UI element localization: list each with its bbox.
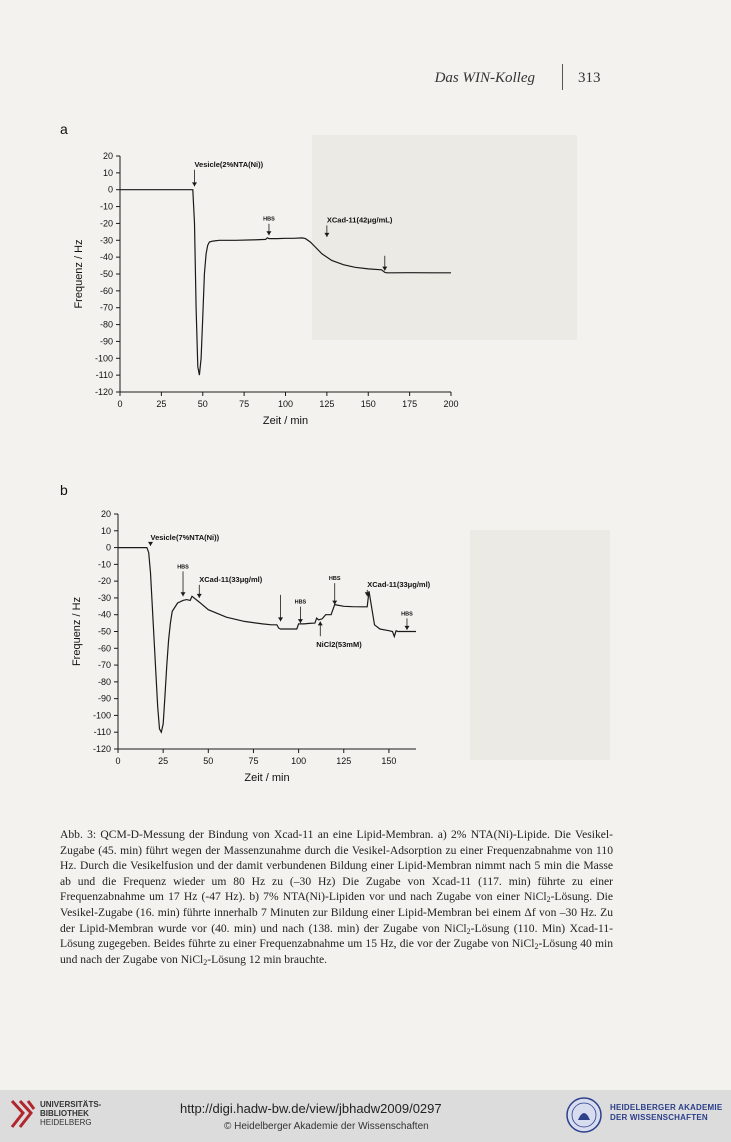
y-tick-label: 10	[102, 167, 113, 178]
x-tick-label: 100	[291, 756, 307, 766]
y-tick-label: -120	[94, 387, 113, 397]
annotation-label: NiCl2(53mM)	[316, 640, 362, 650]
annotation-arrowhead	[181, 592, 186, 596]
annotation-arrowhead	[332, 601, 337, 605]
x-tick-label: 50	[203, 756, 214, 766]
y-axis-label: Frequenz / Hz	[73, 239, 85, 309]
annotation-arrowhead	[148, 542, 153, 546]
caption-text: -Lösung 12 min brauchte.	[207, 952, 328, 966]
x-tick-label: 50	[197, 399, 208, 409]
university-library-logo	[10, 1099, 36, 1129]
x-tick-label: 75	[239, 399, 250, 409]
caption-text: -Lösung (110. Min) Xcad-11-Lösung zugegeben. Beides führte zu einer Frequenzabnahme um 15 Hz, die vor der Zugabe von NiCl	[60, 921, 614, 951]
academy-name	[610, 1103, 722, 1123]
panel-label-a: a	[60, 121, 68, 137]
y-tick-label: -80	[99, 319, 113, 330]
annotation-label: Vesicle(7%NTA(Ni))	[150, 532, 220, 542]
y-tick-label: -80	[97, 676, 111, 687]
y-tick-label: -70	[97, 660, 111, 671]
y-tick-label: -20	[99, 218, 113, 229]
y-tick-label: -110	[95, 370, 113, 381]
academy-line: DER WISSENSCHAFTEN	[610, 1113, 708, 1122]
y-tick-label: -120	[92, 744, 111, 754]
y-tick-label: 0	[105, 542, 111, 553]
annotation-label: XCad-11(33μg/ml)	[199, 574, 263, 584]
annotation-label: Vesicle(2%NTA(Ni))	[194, 159, 264, 169]
annotation-label: XCad-11(33μg/ml)	[367, 579, 431, 589]
library-line: UNIVERSITÄTS-	[40, 1100, 102, 1109]
y-tick-label: -30	[97, 592, 111, 603]
caption-text: Abb. 3: QCM-D-Messung der Bindung von Xcad-11 an eine Lipid-Membran. a) 2% NTA(Ni)-Lipide. Die Vesikel-Zugabe (45. min) führt wegen der Massenzunahme durch die Vesikel-Adsorption zu einer Frequenzabnahme von 110 Hz. Durch die Vesikelfusion und der damit verbundenen Bildung einer Lipid-Membran nimmt nach 5 min die Masse ab und die Frequenz wieder um 80 Hz zu (–30 Hz) Die Zugabe von Xcad-11 (117. min) führte zu einer Frequenzabnahme um 17 Hz (-47 Hz). b) 7% NTA(Ni)-Lipiden vor und nach Zugabe von einer NiCl	[60, 828, 613, 904]
academy-line: HEIDELBERGER AKADEMIE	[610, 1103, 723, 1112]
annotation-label: HBS	[401, 611, 413, 618]
x-tick-label: 100	[277, 399, 294, 409]
frequency-series-line	[118, 548, 416, 733]
y-tick-label: -90	[99, 336, 113, 347]
annotation-arrowhead	[318, 621, 323, 625]
subscript: 2	[203, 957, 208, 967]
subscript: 2	[466, 926, 471, 936]
y-tick-label: 10	[100, 525, 111, 536]
figure-caption	[60, 827, 613, 967]
annotation-arrowhead	[298, 619, 303, 623]
subscript: 2	[534, 942, 539, 952]
x-axis-label: Zeit / min	[244, 772, 290, 784]
y-tick-label: -40	[97, 609, 111, 620]
subscript: 2	[546, 895, 551, 905]
annotation-arrowhead	[197, 594, 202, 598]
caption-text: -Lösung. Die Vesikel-Zugabe (16. min) führte innerhalb 7 Minuten zur Bildung einer Lipid-Membran bei einem Δf von –30 Hz. Zu der Lipid-Membran wurde vor (40. min) und nach (138. min) der Zugabe von NiCl	[60, 890, 613, 935]
y-tick-label: -10	[99, 201, 113, 212]
annotation-label: HBS	[177, 564, 189, 571]
y-tick-label: -30	[99, 235, 113, 246]
y-tick-label: -100	[94, 353, 113, 364]
x-tick-label: 25	[156, 399, 167, 409]
annotation-label: HBS	[263, 216, 275, 223]
copyright-notice: © Heidelberger Akademie der Wissenschaften	[224, 1121, 429, 1132]
y-tick-label: -90	[97, 693, 111, 704]
y-tick-label: -50	[99, 269, 113, 279]
running-header-title: Das WIN-Kolleg	[434, 70, 535, 86]
x-tick-label: 150	[360, 399, 376, 409]
y-tick-label: -50	[97, 626, 111, 637]
annotation-arrowhead	[278, 617, 283, 621]
y-tick-label: 20	[102, 151, 113, 161]
library-line: BIBLIOTHEK	[40, 1109, 89, 1118]
y-tick-label: -70	[99, 302, 113, 313]
x-tick-label: 25	[158, 756, 169, 766]
x-tick-label: 0	[115, 756, 121, 766]
x-tick-label: 0	[117, 399, 123, 409]
y-tick-label: -10	[97, 559, 111, 570]
y-tick-label: -40	[99, 252, 113, 263]
x-tick-label: 175	[402, 399, 418, 409]
x-tick-label: 125	[319, 399, 335, 409]
y-tick-label: -20	[97, 576, 111, 587]
x-tick-label: 200	[443, 399, 459, 409]
annotation-arrowhead	[404, 626, 409, 630]
y-tick-label: -60	[97, 643, 111, 654]
y-tick-label: -110	[93, 727, 111, 738]
university-library-name	[40, 1100, 101, 1127]
y-tick-label: -60	[99, 285, 113, 296]
x-tick-label: 150	[381, 756, 397, 766]
y-axis-label: Frequenz / Hz	[71, 596, 83, 667]
digital-copy-link[interactable]: http://digi.hadw-bw.de/view/jbhadw2009/0297	[180, 1101, 442, 1116]
academy-seal-logo	[565, 1096, 603, 1134]
caption-text: -Lösung 40 min und nach der Zugabe von NiCl	[60, 937, 613, 966]
y-tick-label: 20	[100, 509, 111, 519]
x-tick-label: 75	[248, 756, 259, 766]
annotation-label: HBS	[294, 599, 307, 606]
y-tick-label: 0	[107, 184, 113, 195]
footer-bar	[0, 1090, 731, 1142]
x-tick-label: 125	[336, 756, 352, 766]
library-line: HEIDELBERG	[40, 1118, 92, 1127]
panel-label-b: b	[60, 482, 68, 498]
annotation-label: XCad-11(42μg/mL)	[326, 215, 393, 225]
annotation-label: HBS	[328, 576, 341, 583]
y-tick-label: -100	[92, 710, 111, 721]
page-number: 313	[578, 70, 601, 86]
x-axis-label: Zeit / min	[262, 415, 309, 427]
